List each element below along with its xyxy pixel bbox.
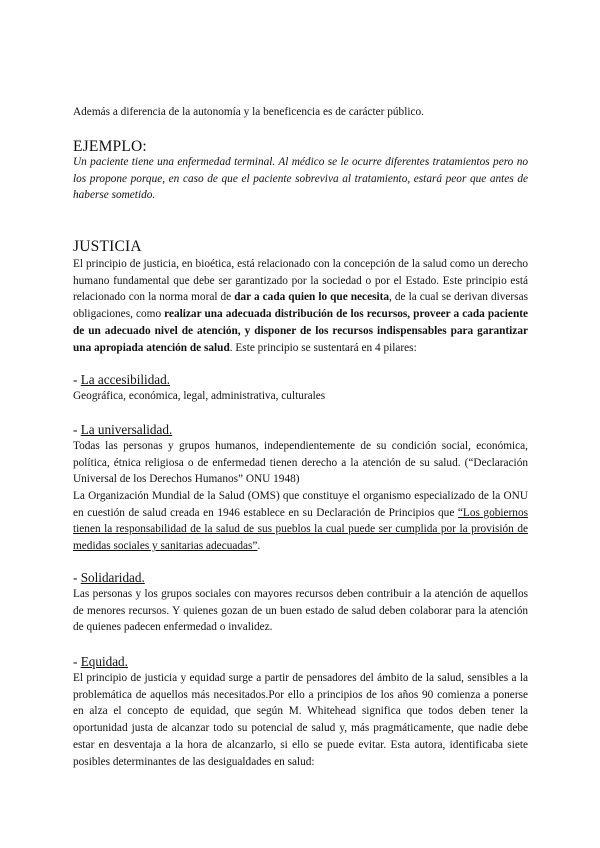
equidad-heading <box>73 654 528 670</box>
universalidad-text-2 <box>73 488 528 555</box>
list-dash: - <box>73 570 81 585</box>
accesibilidad-heading <box>73 372 528 388</box>
oms-text: La Organización Mundial de la Salud (OMS) que constituye el organismo especializado de la ONU en cuestión de salud creada en 1946 establece en su Declaración de Principios que <box>73 490 528 519</box>
list-dash: - <box>73 372 81 387</box>
justicia-paragraph <box>73 256 528 356</box>
universalidad-heading <box>73 422 528 438</box>
oms-quote: “Los gobiernos tienen la responsabilidad de la salud de sus pueblos la cual puede ser cumplida por la provisión de medidas sociales y sanitarias adecuadas” <box>73 506 528 553</box>
accesibilidad-title: La accesibilidad. <box>80 372 171 387</box>
ejemplo-text: Un paciente tiene una enfermedad terminal. Al médico se le ocurre diferentes tratamientos pero no los propone porque, en caso de que el paciente sobreviva al tratamiento, estará peor que antes de haberse sometido. <box>73 156 528 202</box>
justicia-text-3: . Este principio se sustentará en 4 pilares: <box>229 341 417 354</box>
justicia-text-2: , de la cual se derivan diversas obligaciones, como <box>73 291 528 321</box>
justicia-bold-1: dar a cada quien lo que necesita <box>234 291 390 304</box>
equidad-text: El principio de justicia y equidad surge a partir de pensadores del ámbito de la salud, sensibles a la problemática de aquellos más necesitados.Por ello a principios de los años 90 comienza a ponerse en alza el concepto de equidad, que según M. Whitehead significa que todos deben tener la oportunidad justa de alcanzar todo su potencial de salud y, más pragmáticamente, que nadie debe estar en desventaja a la hora de alcanzarlo, si ello se puede evitar. Esta autora, identificaba siete posibles determinantes de las desigualdades en salud: <box>73 672 528 768</box>
oms-end: . <box>257 540 261 553</box>
list-dash: - <box>73 422 81 437</box>
ejemplo-heading: EJEMPLO: <box>73 138 147 155</box>
universalidad-title: La universalidad. <box>80 422 173 437</box>
universalidad-text-1: Todas las personas y grupos humanos, independientemente de su condición social, económica, política, étnica religiosa o de enfermedad tienen derecho a la atención de su salud. (“Declaración Universal de los Derechos Humanos” ONU 1948) <box>73 440 528 486</box>
justicia-bold-2: realizar una adecuada distribución de los recursos, proveer a cada paciente de un adecuado nivel de atención, y disponer de los recursos indispensables para garantizar una apropiada atención de salud <box>73 308 529 354</box>
equidad-title: Equidad. <box>80 654 128 669</box>
justicia-text-1: El principio de justicia, en bioética, está relacionado con la concepción de la salud como un derecho humano fundamental que debe ser garantizado por la sociedad o por el Estado. Este principio está relacionado con la norma moral de <box>73 258 528 304</box>
solidaridad-heading <box>73 570 528 586</box>
accesibilidad-text: Geográfica, económica, legal, administrativa, culturales <box>73 390 326 402</box>
list-dash: - <box>73 654 81 669</box>
justicia-heading: JUSTICIA <box>73 238 142 255</box>
intro-text: Además a diferencia de la autonomía y la beneficencia es de carácter público. <box>73 106 424 118</box>
solidaridad-title: Solidaridad. <box>80 570 145 585</box>
solidaridad-text: Las personas y los grupos sociales con mayores recursos deben contribuir a la atención de aquellos de menores recursos. Y quienes gozan de un buen estado de salud deben colaborar para la atención de quienes padecen enfermedad o invalidez. <box>73 588 528 634</box>
